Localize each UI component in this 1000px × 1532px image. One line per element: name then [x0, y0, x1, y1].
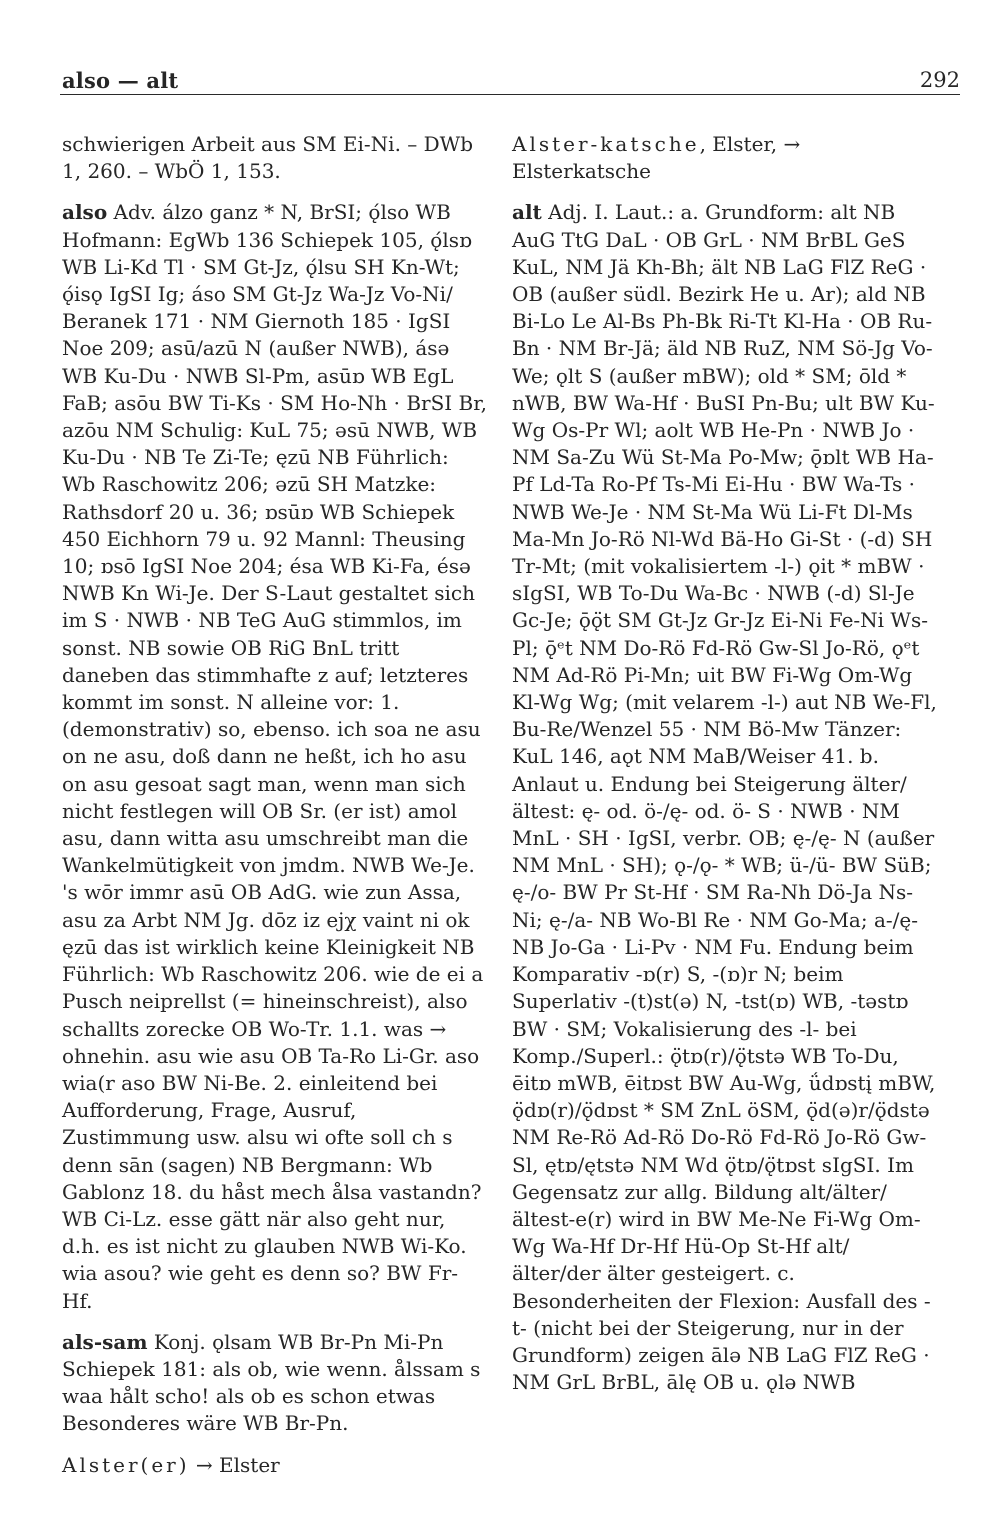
headword: als-sam — [62, 1329, 148, 1354]
entry-continuation — [62, 131, 488, 185]
entry-text: schwierigen Arbeit aus SM Ei-Ni. – DWb 1, 260. – WbÖ 1, 153. — [62, 132, 474, 184]
entry-text: Adj. I. Laut.: a. Grundform: alt NB AuG TtG DaL · OB GrL · NM BrBL GeS KuL, NM Jä Kh-Bh; ält NB LaG FlZ ReG · OB (außer südl. Bezirk He u. Ar); ald NB Bi-Lo Le Al-Bs Ph-Bk Ri-Tt Kl-Ha · OB Ru-Bn · NM Br-Jä; äld NB RuZ, NM Sö-Jg Vo-We; ǫlt S (außer mBW); old * SM; ōld * nWB, BW Wa-Hf · BuSI Pn-Bu; ult BW Ku-Wg Os-Pr Wl; aolt WB He-Pn · NWB Jo · NM Sa-Zu Wü St-Ma Po-Mw; ǭɒlt WB Ha-Pf Ld-Ta Ro-Pf Ts-Mi Ei-Hu · BW Wa-Ts · NWB We-Je · NM St-Ma Wü Li-Ft Dl-Ms Ma-Mn Jo-Rö Nl-Wd Bä-Ho Gi-St · (-d) SH Tr-Mt; (mit vokalisiertem -l-) ǫit * mBW · sIgSI, WB To-Du Wa-Bc · NWB (-d) Sl-Je Gc-Je; ǭǫ̈t SM Gt-Jz Gr-Jz Ei-Ni Fe-Ni Ws-Pl; ǭᵉt NM Do-Rö Fd-Rö Gw-Sl Jo-Rö, ǫᵉt NM Ad-Rö Pi-Mn; uit BW Fi-Wg Om-Wg Kl-Wg Wg; (mit velarem -l-) aut NB We-Fl, Bu-Re/Wenzel 55 · NM Bö-Mw Tänzer: KuL 146, aǫt NM MaB/Weiser 41. b. Anlaut u. Endung bei Steigerung älter/ ältest: ę- od. ö-/ę- od. ö- S · NWB · NM MnL · SH · IgSI, verbr. OB; ę-/ę- N (außer NM MnL · SH); ǫ-/ǫ- * WB; ü-/ü- BW SüB; ę-/o- BW Pr St-Hf · SM Ra-Nh Dö-Ja Ns-Ni; ę-/a- NB Wo-Bl Re · NM Go-Ma; a-/ę- NB Jo-Ga · Li-Pv · NM Fu. Endung beim Komparativ -ɒ(r) S, -(ɒ)r N; beim Superlativ -(t)st(ə) N, -tst(ɒ) WB, -təstɒ BW · SM; Vokalisierung des -l- bei Komp./Superl.: ǫ̈tɒ(r)/ǫ̈tstə WB To-Du, ēitɒ mWB, ēitɒst BW Au-Wg, ǘdɒstį mBW, ǫ̈dɒ(r)/ǫ̈dɒst * SM ZnL öSM, ǫ̈d(ə)r/ǫ̈dstə NM Re-Rö Ad-Rö Do-Rö Fd-Rö Jo-Rö Gw-Sl, ętɒ/ętstə NM Wd ǫ̈tɒ/ǫ̈tɒst sIgSI. Im Gegensatz zur allg. Bildung alt/älter/ältest-e(r) wird in BW Me-Ne Fi-Wg Om-Wg Wa-Hf Dr-Hf Hü-Op St-Hf alt/älter/der älter gesteigert. c. Besonderheiten der Flexion: Ausfall des -t- (nicht bei der Steigerung, nur in der Grundform) zeigen ālə NB LaG FlZ ReG · NM GrL BrBL, ālę OB u. ǫlə NWB — [512, 200, 937, 1395]
headword: alt — [512, 200, 542, 225]
entry-text: → Elster — [189, 1452, 280, 1477]
entry-alster-er — [62, 1452, 488, 1479]
entry-text: , Elster, → Elsterkatsche — [512, 132, 801, 184]
spaced-headword: Alster(er) — [62, 1452, 190, 1477]
right-column — [512, 131, 938, 1410]
entry-als-sam — [62, 1329, 488, 1438]
entry-text: Adv. álzo ganz * N, BrSI; ǫ́lso WB Hofmann: EgWb 136 Schiepek 105, ǫ́lsɒ WB Li-Kd Tl · SM Gt-Jz, ǫ́lsu SH Kn-Wt; ǫ́isǫ IgSI Ig; áso SM Gt-Jz Wa-Jz Vo-Ni/ Beranek 171 · NM Giernoth 185 · IgSI Noe 209; asū/azū N (außer NWB), ásə WB Ku-Du · NWB Sl-Pm, asūɒ WB EgL FaB; asōu BW Ti-Ks · SM Ho-Nh · BrSI Br, azōu NM Schulig: KuL 75; əsū NWB, WB Ku-Du · NB Te Zi-Te; ęzū NB Führlich: Wb Raschowitz 206; əzū SH Matzke: Rathsdorf 20 u. 36; ɒsūɒ WB Schiepek 450 Eichhorn 79 u. 92 Mannl: Theusing 10; ɒsō IgSI Noe 204; ésa WB Ki-Fa, ésə NWB Kn Wi-Je. Der S-Laut gestaltet sich im S · NWB · NB TeG AuG stimmlos, im sonst. NB sowie OB RiG BnL tritt daneben das stimmhafte z auf; letzteres kommt im sonst. N alleine vor: 1. (demonstrativ) so, ebenso. ich soa ne asu on ne asu, doß dann ne heßt, ich ho asu on asu gesoat sagt man, wenn man sich nicht festlegen will OB Sr. (er ist) amol asu, dann witta asu umschreibt man die Wankelmütigkeit von jmdm. NWB We-Je. 's wōr immr asū OB AdG. wie zun Assa, asu za Arbt NM Jg. dōz iz ejχ vaint ni ok ęzū das ist wirklich keine Kleinigkeit NB Führlich: Wb Raschowitz 206. wie de ei a Pusch neiprellst (= hineinschreist), also schallts zorecke OB Wo-Tr. 1.1. was → ohnehin. asu wie asu OB Ta-Ro Li-Gr. aso wia(r aso BW Ni-Be. 2. einleitend bei Aufforderung, Frage, Ausruf, Zustimmung usw. alsu wi ofte soll ch s denn sān (sagen) NB Bergmann: Wb Gablonz 18. du håst mech ålsa vastandn? WB Ci-Lz. esse gätt när also geht nur, d.h. es ist nicht zu glauben NWB Wi-Ko. wia asou? wie geht es denn so? BW Fr-Hf. — [62, 200, 487, 1313]
entry-also — [62, 199, 488, 1314]
spaced-headword: Alster-katsche — [512, 132, 700, 156]
entry-text: Konj. ǫlsam WB Br-Pn Mi-Pn Schiepek 181: als ob, wie wenn. ålssam s waa hålt scho! als ob es schon etwas Besonderes wäre WB Br-Pn. — [62, 1329, 481, 1436]
running-head: also — alt — [62, 68, 179, 93]
entry-alt — [512, 199, 938, 1396]
page-number: 292 — [919, 68, 960, 92]
left-column — [62, 131, 488, 1493]
page-header — [60, 60, 960, 94]
headword: also — [62, 200, 108, 225]
header-rule — [60, 94, 960, 95]
entry-alster-katsche — [512, 131, 938, 185]
